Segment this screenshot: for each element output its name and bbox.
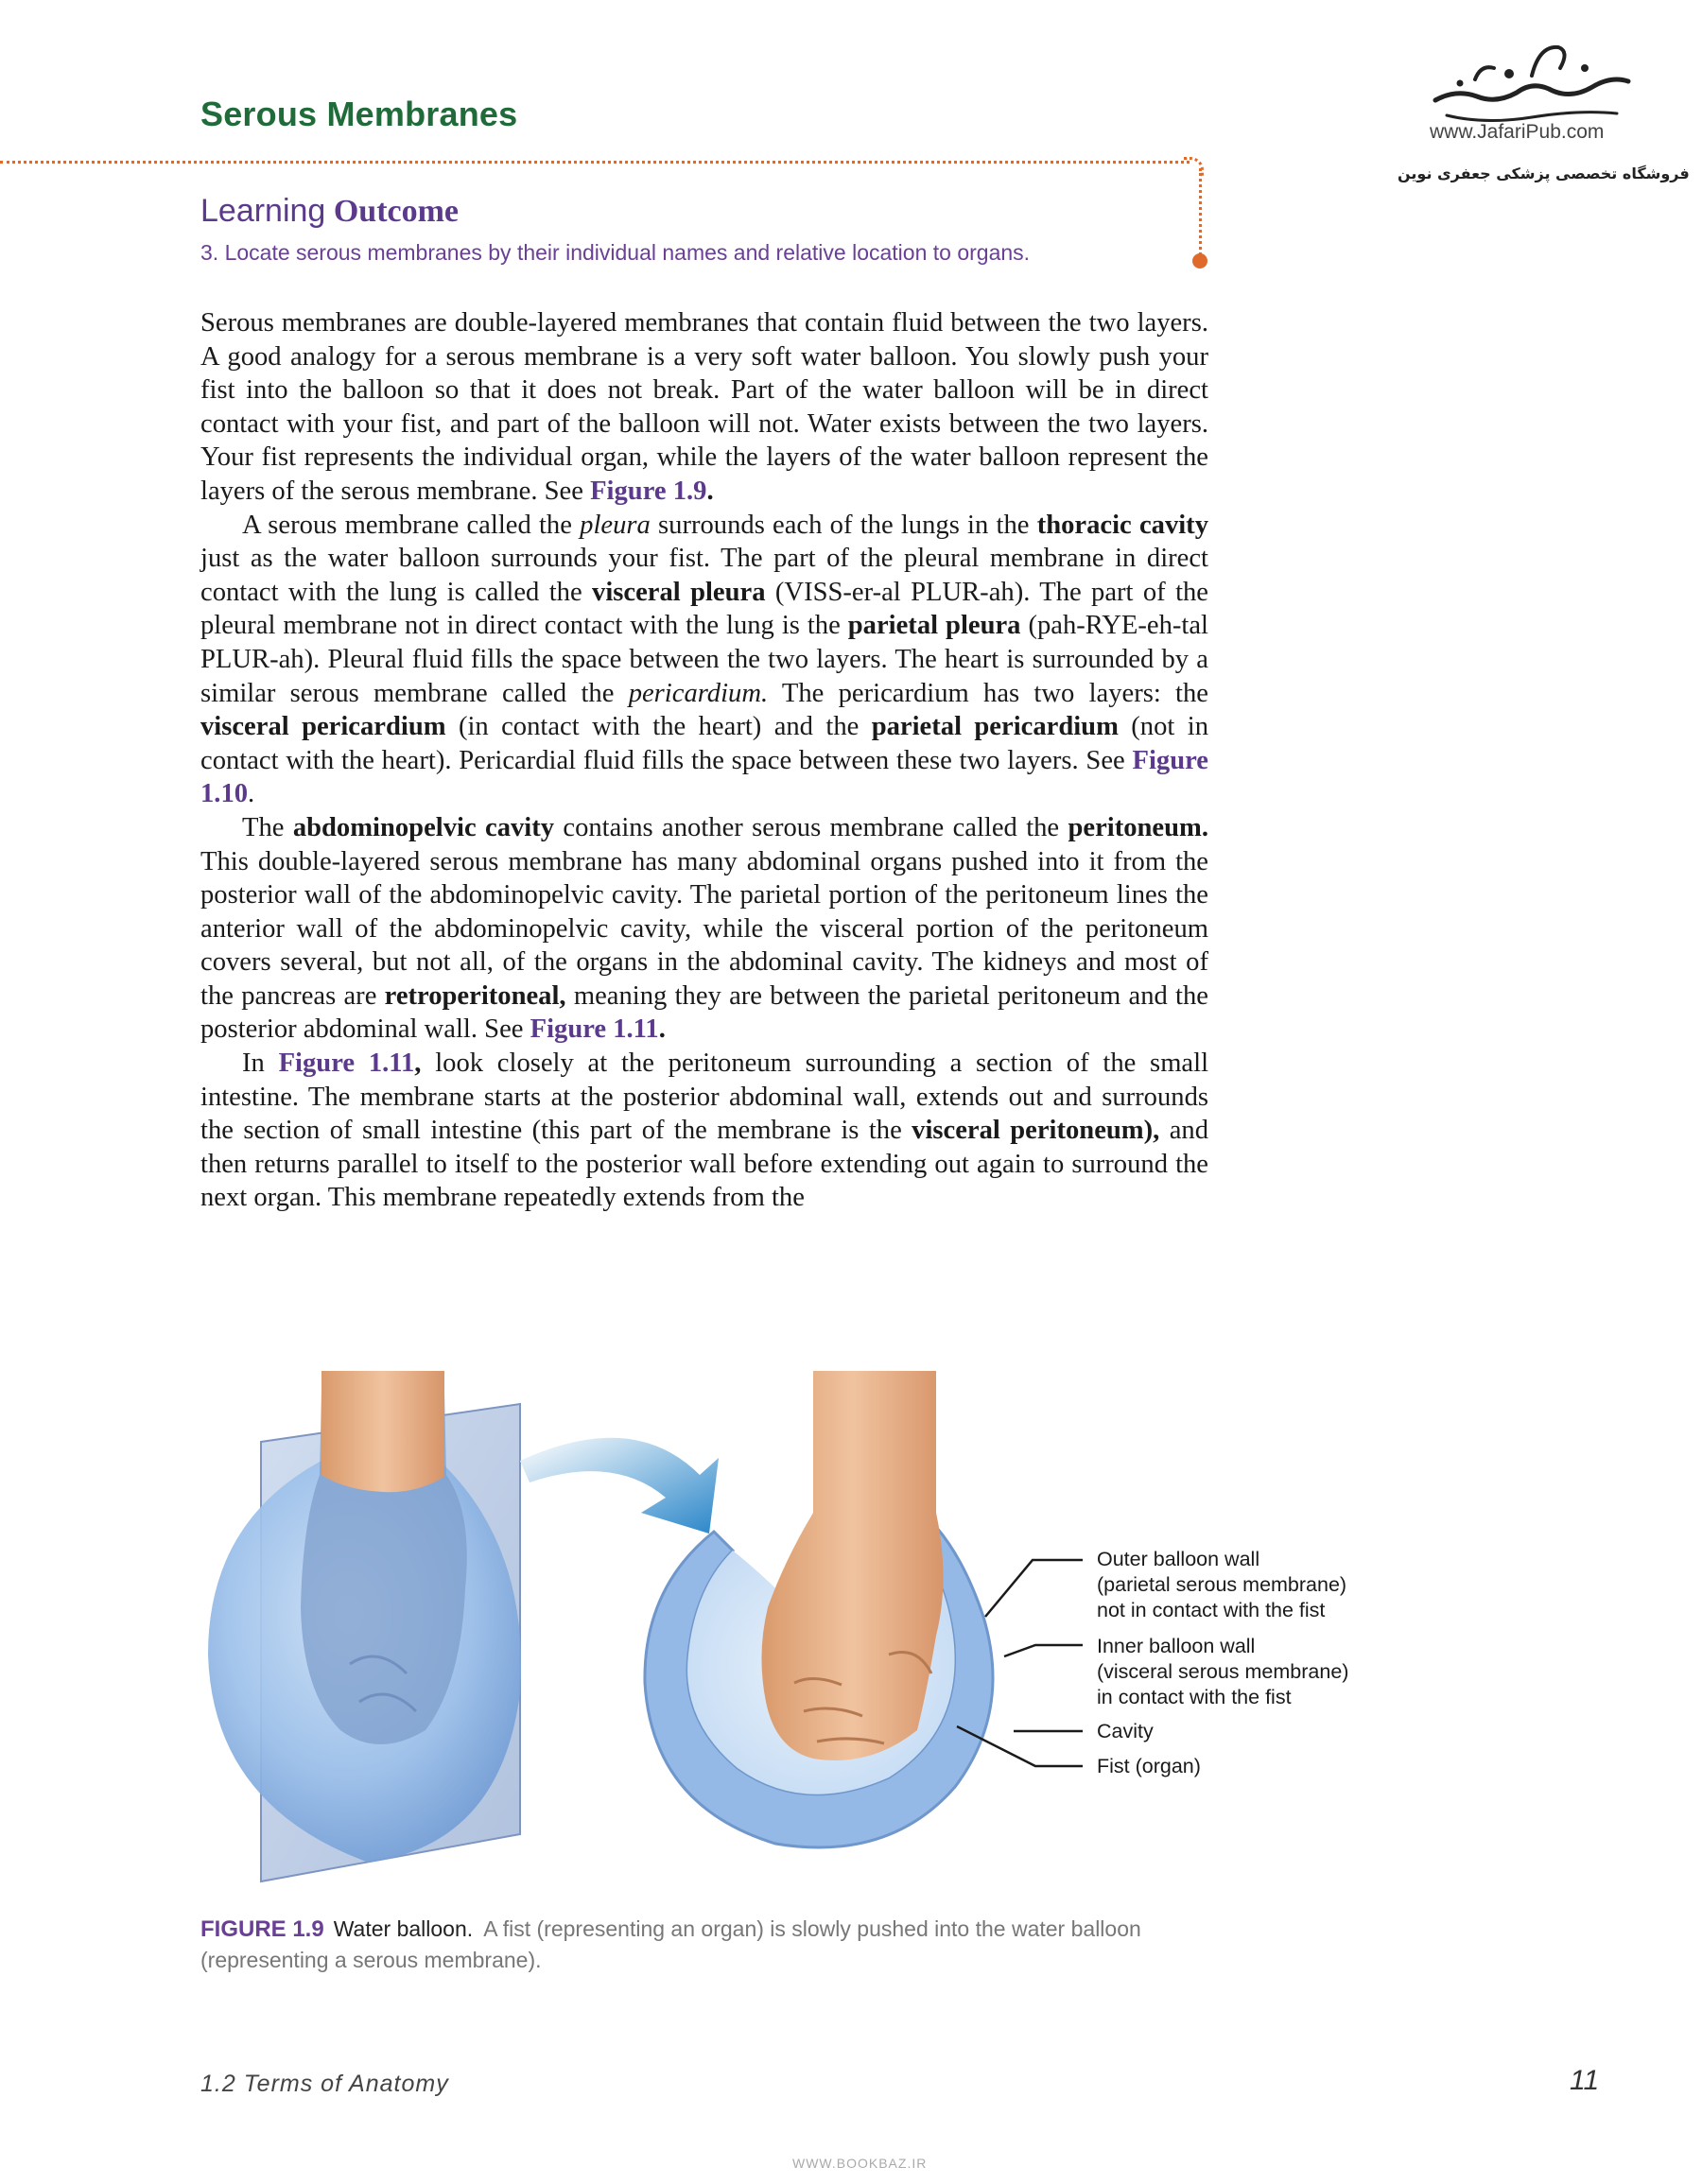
paragraph bbox=[200, 306, 1208, 509]
text-run: In bbox=[242, 1049, 279, 1079]
italic-term: pericardium. bbox=[628, 678, 769, 708]
caption-title: Water balloon. bbox=[333, 1916, 474, 1941]
learning-outcome-heading bbox=[200, 193, 459, 230]
dotted-divider bbox=[0, 161, 1190, 164]
text-run: (not in contact with the heart). Pericardial fluid fills the space between these two layers. See bbox=[200, 712, 1208, 775]
figure-reference: Figure 1.11 bbox=[530, 1014, 659, 1045]
watermark: WWW.BOOKBAZ.IR bbox=[792, 2156, 928, 2171]
page-number: 11 bbox=[1570, 2065, 1600, 2096]
publisher-url: www.JafariPub.com bbox=[1430, 121, 1605, 143]
text-run: . bbox=[248, 779, 255, 809]
caption-number: FIGURE 1.9 bbox=[200, 1916, 324, 1942]
bold-term: abdominopelvic cavity bbox=[292, 812, 555, 842]
text-run: (pah-RYE-eh-tal PLUR-ah). Pleural fluid fills the space between the two layers. The heart is surrounded by a similar serous membrane called the bbox=[200, 611, 1209, 708]
bold-term: . bbox=[706, 476, 714, 506]
bold-term: visceral pericardium bbox=[200, 712, 446, 742]
paragraph bbox=[200, 1047, 1208, 1215]
learning-outcome-heading-bold: Outcome bbox=[333, 194, 460, 229]
bold-term: parietal pleura bbox=[847, 611, 1021, 641]
text-run: meaning they are between the parietal peritoneum and the posterior abdominal wall. See bbox=[200, 980, 1208, 1045]
text-run: A serous membrane called the bbox=[242, 510, 581, 540]
body-text bbox=[200, 306, 1208, 1215]
text-run: This double-layered serous membrane has many abdominal organs pushed into it from the posterior wall of the abdominopelvic cavity. The parietal portion of the peritoneum lines the anterior wall of the abdominopelvic cavity, while the visceral portion of the peritoneum covers several, but not all, of the organs in the abdominal cavity. The kidneys and most of the pancreas are bbox=[200, 846, 1208, 1011]
text-run: Serous membranes are double-layered membranes that contain fluid between the two layers. A good analogy for a serous membrane is a very soft water balloon. You slowly push your fist into the balloon so that it does not break. Part of the water balloon will be in direct contact with your fist, and part of the balloon will not. Water exists between the two layers. Your fist represents the individual organ, while the layers of the water balloon represent the layers of the serous membrane. See bbox=[200, 308, 1208, 506]
learning-outcome-text: 3. Locate serous membranes by their individual names and relative location to organs. bbox=[200, 240, 1031, 265]
text-run: contains another serous membrane called the bbox=[554, 812, 1068, 842]
bold-term: . bbox=[658, 1014, 666, 1045]
bold-term: peritoneum. bbox=[1068, 812, 1208, 842]
bold-term: parietal pericardium bbox=[871, 712, 1119, 742]
caption-text: A fist (representing an organ) is slowly pushed into the water balloon (representing a serous membrane). bbox=[200, 1916, 1141, 1972]
text-run: just as the water balloon surrounds your fist. The part of the pleural membrane in direct contact with the lung is called the bbox=[200, 544, 1208, 607]
text-run: (VISS-er-al PLUR-ah). The part of the pleural membrane not in direct contact with the lung is the bbox=[200, 577, 1208, 641]
italic-term: pleura bbox=[580, 510, 651, 540]
bold-term: thoracic cavity bbox=[1036, 510, 1209, 540]
paragraph bbox=[200, 811, 1208, 1047]
publisher-tagline: فروشگاه تخصصی پزشکی جعفری نوین bbox=[1398, 165, 1690, 182]
figure-reference: Figure 1.10 bbox=[200, 745, 1208, 809]
left-balloon-image bbox=[208, 1371, 521, 1881]
text-run: look closely at the peritoneum surrounding a section of the small intestine. The membrane starts at the posterior abdominal wall, extends out and surrounds the section of small intestine (this part of the membrane is the bbox=[200, 1049, 1209, 1146]
text-run: The pericardium has two layers: the bbox=[768, 678, 1208, 708]
label-inner-balloon-wall: Inner balloon wall (visceral serous membrane) in contact with the fist bbox=[1097, 1635, 1349, 1708]
label-outer-balloon-wall: Outer balloon wall (parietal serous membrane) not in contact with the fist bbox=[1097, 1548, 1347, 1621]
footer-section: 1.2 Terms of Anatomy bbox=[200, 2071, 449, 2097]
bold-term: retroperitoneal, bbox=[384, 980, 566, 1011]
text-run: surrounds each of the lungs in the bbox=[650, 510, 1037, 540]
figure-caption bbox=[200, 1914, 1222, 1976]
text-run: and then returns parallel to itself to the posterior wall before extending out again to surround the next organ. This membrane repeatedly extends from the bbox=[200, 1116, 1208, 1213]
bold-term: , bbox=[414, 1049, 422, 1079]
arrow-icon bbox=[520, 1438, 719, 1534]
learning-outcome-heading-light: Learning bbox=[200, 193, 326, 229]
label-cavity: Cavity bbox=[1097, 1720, 1154, 1742]
figure-reference: Figure 1.11 bbox=[278, 1049, 415, 1079]
divider-end-dot bbox=[1192, 253, 1207, 269]
text-run: (in contact with the heart) and the bbox=[445, 712, 872, 742]
right-balloon-cross-section bbox=[645, 1371, 993, 1847]
label-fist: Fist (organ) bbox=[1097, 1755, 1201, 1777]
bold-term: visceral peritoneum), bbox=[912, 1116, 1160, 1146]
text-run: The bbox=[242, 812, 293, 842]
section-title: Serous Membranes bbox=[200, 95, 518, 133]
figure-1-9 bbox=[189, 1371, 1437, 1900]
paragraph bbox=[200, 509, 1208, 811]
figure-reference: Figure 1.9 bbox=[590, 476, 707, 506]
dotted-divider-vertical bbox=[1199, 168, 1202, 255]
bold-term: visceral pleura bbox=[592, 577, 766, 607]
